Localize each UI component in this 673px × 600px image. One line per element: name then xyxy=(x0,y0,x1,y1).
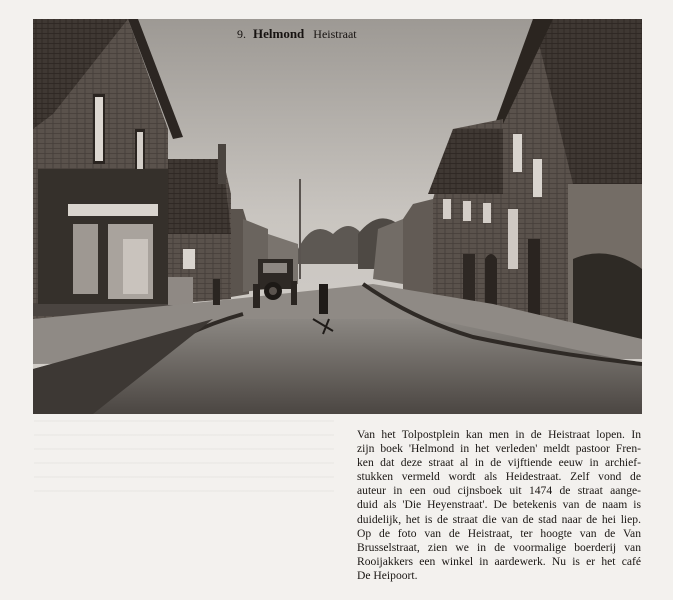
paragraph-line: Rooijakkers een winkel in aardewerk. Nu is er het café xyxy=(357,554,641,568)
paragraph-line: De Heipoort. xyxy=(357,568,418,582)
caption-street: Heistraat xyxy=(313,27,357,41)
paragraph-line: Op de foto van de Heistraat, ter hoogte van de Van xyxy=(357,526,641,540)
paragraph-line: Brusselstraat, zien we in de voormalige boerderij van xyxy=(357,540,641,554)
paragraph-line: stukken vermeld wordt als Heidestraat. Zelf vond de xyxy=(357,470,641,484)
paragraph-line: Van het Tolpostplein kan men in de Heistraat lopen. In xyxy=(357,428,641,441)
street-scene-illustration xyxy=(33,19,642,414)
paragraph-line: duidelijk, het is de straat die van de stad naar de hei liep. xyxy=(357,512,641,526)
photo-caption xyxy=(237,26,357,42)
show-through-text xyxy=(34,420,334,500)
description-paragraph xyxy=(357,428,641,583)
paragraph-line: ken dat deze straat al in de vijftiende eeuw in archief- xyxy=(357,456,641,470)
caption-city: Helmond xyxy=(253,26,305,41)
paragraph-line: duid als 'Die Heyenstraat'. De betekenis van de naam is xyxy=(357,498,641,512)
paragraph-line: zijn boek 'Helmond in het verleden' meldt pastoor Fren- xyxy=(357,442,641,456)
paragraph-line: auteur in een oud cijnsboek uit 1474 de straat aange- xyxy=(357,484,641,498)
caption-number: 9. xyxy=(237,27,246,41)
historic-street-photo xyxy=(33,19,642,414)
